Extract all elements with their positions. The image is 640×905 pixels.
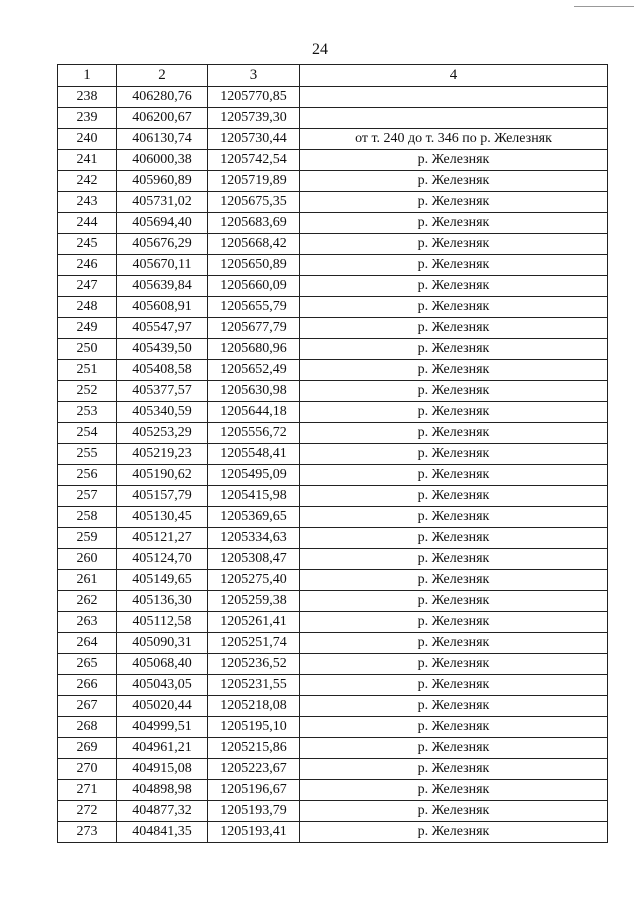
coordinates-table (57, 64, 608, 843)
table-row (58, 507, 608, 528)
point-number-cell: 254 (58, 423, 117, 444)
description-cell (300, 108, 608, 129)
x-coordinate-cell: 405157,79 (117, 486, 208, 507)
description-cell: р. Железняк (300, 402, 608, 423)
description-cell: р. Железняк (300, 318, 608, 339)
table-row (58, 213, 608, 234)
description-cell: р. Железняк (300, 759, 608, 780)
x-coordinate-cell: 406280,76 (117, 87, 208, 108)
point-number-cell: 253 (58, 402, 117, 423)
description-cell: р. Железняк (300, 570, 608, 591)
y-coordinate-cell: 1205259,38 (208, 591, 300, 612)
y-coordinate-cell: 1205275,40 (208, 570, 300, 591)
description-cell: р. Железняк (300, 213, 608, 234)
y-coordinate-cell: 1205675,35 (208, 192, 300, 213)
y-coordinate-cell: 1205548,41 (208, 444, 300, 465)
table-header-row (58, 65, 608, 87)
table-row (58, 297, 608, 318)
point-number-cell: 252 (58, 381, 117, 402)
y-coordinate-cell: 1205739,30 (208, 108, 300, 129)
description-cell: р. Железняк (300, 276, 608, 297)
y-coordinate-cell: 1205742,54 (208, 150, 300, 171)
header-col-3: 3 (208, 65, 300, 87)
description-cell: р. Железняк (300, 717, 608, 738)
table-body (58, 87, 608, 843)
y-coordinate-cell: 1205680,96 (208, 339, 300, 360)
description-cell: р. Железняк (300, 675, 608, 696)
table-row (58, 633, 608, 654)
y-coordinate-cell: 1205193,41 (208, 822, 300, 843)
y-coordinate-cell: 1205730,44 (208, 129, 300, 150)
table-row (58, 822, 608, 843)
table-row (58, 654, 608, 675)
y-coordinate-cell: 1205261,41 (208, 612, 300, 633)
description-cell: р. Железняк (300, 633, 608, 654)
description-cell: р. Железняк (300, 528, 608, 549)
table-row (58, 528, 608, 549)
x-coordinate-cell: 405112,58 (117, 612, 208, 633)
table-row (58, 675, 608, 696)
x-coordinate-cell: 404841,35 (117, 822, 208, 843)
y-coordinate-cell: 1205218,08 (208, 696, 300, 717)
point-number-cell: 269 (58, 738, 117, 759)
table-row (58, 87, 608, 108)
point-number-cell: 241 (58, 150, 117, 171)
table-row (58, 801, 608, 822)
y-coordinate-cell: 1205415,98 (208, 486, 300, 507)
point-number-cell: 258 (58, 507, 117, 528)
x-coordinate-cell: 405608,91 (117, 297, 208, 318)
point-number-cell: 267 (58, 696, 117, 717)
table-row (58, 549, 608, 570)
x-coordinate-cell: 405408,58 (117, 360, 208, 381)
description-cell: р. Железняк (300, 612, 608, 633)
point-number-cell: 239 (58, 108, 117, 129)
point-number-cell: 242 (58, 171, 117, 192)
point-number-cell: 259 (58, 528, 117, 549)
point-number-cell: 245 (58, 234, 117, 255)
table-row (58, 171, 608, 192)
x-coordinate-cell: 405136,30 (117, 591, 208, 612)
x-coordinate-cell: 405676,29 (117, 234, 208, 255)
scan-edge-mark (574, 6, 634, 7)
x-coordinate-cell: 405377,57 (117, 381, 208, 402)
description-cell: р. Железняк (300, 150, 608, 171)
table-row (58, 738, 608, 759)
point-number-cell: 256 (58, 465, 117, 486)
point-number-cell: 249 (58, 318, 117, 339)
y-coordinate-cell: 1205369,65 (208, 507, 300, 528)
point-number-cell: 255 (58, 444, 117, 465)
y-coordinate-cell: 1205223,67 (208, 759, 300, 780)
y-coordinate-cell: 1205660,09 (208, 276, 300, 297)
x-coordinate-cell: 405439,50 (117, 339, 208, 360)
coordinates-table-container (57, 64, 608, 843)
point-number-cell: 240 (58, 129, 117, 150)
y-coordinate-cell: 1205495,09 (208, 465, 300, 486)
y-coordinate-cell: 1205644,18 (208, 402, 300, 423)
description-cell: р. Железняк (300, 780, 608, 801)
x-coordinate-cell: 406000,38 (117, 150, 208, 171)
y-coordinate-cell: 1205196,67 (208, 780, 300, 801)
description-cell: р. Железняк (300, 465, 608, 486)
point-number-cell: 265 (58, 654, 117, 675)
y-coordinate-cell: 1205630,98 (208, 381, 300, 402)
x-coordinate-cell: 405253,29 (117, 423, 208, 444)
description-cell: р. Железняк (300, 801, 608, 822)
table-row (58, 150, 608, 171)
x-coordinate-cell: 405068,40 (117, 654, 208, 675)
description-cell: р. Железняк (300, 822, 608, 843)
table-row (58, 717, 608, 738)
table-row (58, 234, 608, 255)
y-coordinate-cell: 1205677,79 (208, 318, 300, 339)
y-coordinate-cell: 1205683,69 (208, 213, 300, 234)
description-cell: р. Железняк (300, 444, 608, 465)
table-row (58, 591, 608, 612)
table-row (58, 276, 608, 297)
point-number-cell: 262 (58, 591, 117, 612)
x-coordinate-cell: 405731,02 (117, 192, 208, 213)
header-col-1: 1 (58, 65, 117, 87)
table-row (58, 423, 608, 444)
point-number-cell: 272 (58, 801, 117, 822)
description-cell: р. Железняк (300, 255, 608, 276)
y-coordinate-cell: 1205770,85 (208, 87, 300, 108)
x-coordinate-cell: 406200,67 (117, 108, 208, 129)
table-row (58, 318, 608, 339)
description-cell: р. Железняк (300, 381, 608, 402)
table-row (58, 486, 608, 507)
x-coordinate-cell: 404877,32 (117, 801, 208, 822)
x-coordinate-cell: 406130,74 (117, 129, 208, 150)
table-row (58, 612, 608, 633)
x-coordinate-cell: 405670,11 (117, 255, 208, 276)
point-number-cell: 266 (58, 675, 117, 696)
y-coordinate-cell: 1205650,89 (208, 255, 300, 276)
description-cell: р. Железняк (300, 297, 608, 318)
x-coordinate-cell: 404999,51 (117, 717, 208, 738)
x-coordinate-cell: 405020,44 (117, 696, 208, 717)
description-cell: р. Железняк (300, 234, 608, 255)
table-row (58, 402, 608, 423)
y-coordinate-cell: 1205308,47 (208, 549, 300, 570)
x-coordinate-cell: 404915,08 (117, 759, 208, 780)
description-cell: р. Железняк (300, 738, 608, 759)
x-coordinate-cell: 405340,59 (117, 402, 208, 423)
point-number-cell: 263 (58, 612, 117, 633)
y-coordinate-cell: 1205195,10 (208, 717, 300, 738)
y-coordinate-cell: 1205236,52 (208, 654, 300, 675)
description-cell: р. Железняк (300, 171, 608, 192)
table-row (58, 192, 608, 213)
point-number-cell: 243 (58, 192, 117, 213)
description-cell: от т. 240 до т. 346 по р. Железняк (300, 129, 608, 150)
description-cell: р. Железняк (300, 507, 608, 528)
description-cell: р. Железняк (300, 696, 608, 717)
table-row (58, 444, 608, 465)
page-number: 24 (312, 41, 328, 58)
table-row (58, 129, 608, 150)
point-number-cell: 246 (58, 255, 117, 276)
table-row (58, 780, 608, 801)
point-number-cell: 238 (58, 87, 117, 108)
y-coordinate-cell: 1205652,49 (208, 360, 300, 381)
point-number-cell: 264 (58, 633, 117, 654)
y-coordinate-cell: 1205556,72 (208, 423, 300, 444)
y-coordinate-cell: 1205231,55 (208, 675, 300, 696)
x-coordinate-cell: 405121,27 (117, 528, 208, 549)
x-coordinate-cell: 404898,98 (117, 780, 208, 801)
x-coordinate-cell: 405090,31 (117, 633, 208, 654)
description-cell: р. Железняк (300, 654, 608, 675)
table-row (58, 759, 608, 780)
table-row (58, 360, 608, 381)
table-row (58, 465, 608, 486)
x-coordinate-cell: 405694,40 (117, 213, 208, 234)
point-number-cell: 261 (58, 570, 117, 591)
point-number-cell: 260 (58, 549, 117, 570)
point-number-cell: 273 (58, 822, 117, 843)
point-number-cell: 271 (58, 780, 117, 801)
description-cell: р. Железняк (300, 192, 608, 213)
header-col-2: 2 (117, 65, 208, 87)
y-coordinate-cell: 1205334,63 (208, 528, 300, 549)
table-row (58, 108, 608, 129)
point-number-cell: 268 (58, 717, 117, 738)
point-number-cell: 257 (58, 486, 117, 507)
description-cell: р. Железняк (300, 549, 608, 570)
point-number-cell: 248 (58, 297, 117, 318)
y-coordinate-cell: 1205251,74 (208, 633, 300, 654)
description-cell: р. Железняк (300, 591, 608, 612)
table-row (58, 696, 608, 717)
table-row (58, 255, 608, 276)
y-coordinate-cell: 1205655,79 (208, 297, 300, 318)
x-coordinate-cell: 404961,21 (117, 738, 208, 759)
description-cell: р. Железняк (300, 360, 608, 381)
x-coordinate-cell: 405124,70 (117, 549, 208, 570)
x-coordinate-cell: 405960,89 (117, 171, 208, 192)
x-coordinate-cell: 405547,97 (117, 318, 208, 339)
point-number-cell: 247 (58, 276, 117, 297)
y-coordinate-cell: 1205215,86 (208, 738, 300, 759)
point-number-cell: 251 (58, 360, 117, 381)
description-cell: р. Железняк (300, 339, 608, 360)
table-row (58, 381, 608, 402)
x-coordinate-cell: 405639,84 (117, 276, 208, 297)
point-number-cell: 250 (58, 339, 117, 360)
y-coordinate-cell: 1205668,42 (208, 234, 300, 255)
x-coordinate-cell: 405149,65 (117, 570, 208, 591)
x-coordinate-cell: 405219,23 (117, 444, 208, 465)
description-cell: р. Железняк (300, 423, 608, 444)
x-coordinate-cell: 405043,05 (117, 675, 208, 696)
x-coordinate-cell: 405130,45 (117, 507, 208, 528)
table-row (58, 339, 608, 360)
point-number-cell: 244 (58, 213, 117, 234)
description-cell (300, 87, 608, 108)
header-col-4: 4 (300, 65, 608, 87)
table-row (58, 570, 608, 591)
y-coordinate-cell: 1205719,89 (208, 171, 300, 192)
x-coordinate-cell: 405190,62 (117, 465, 208, 486)
y-coordinate-cell: 1205193,79 (208, 801, 300, 822)
point-number-cell: 270 (58, 759, 117, 780)
description-cell: р. Железняк (300, 486, 608, 507)
